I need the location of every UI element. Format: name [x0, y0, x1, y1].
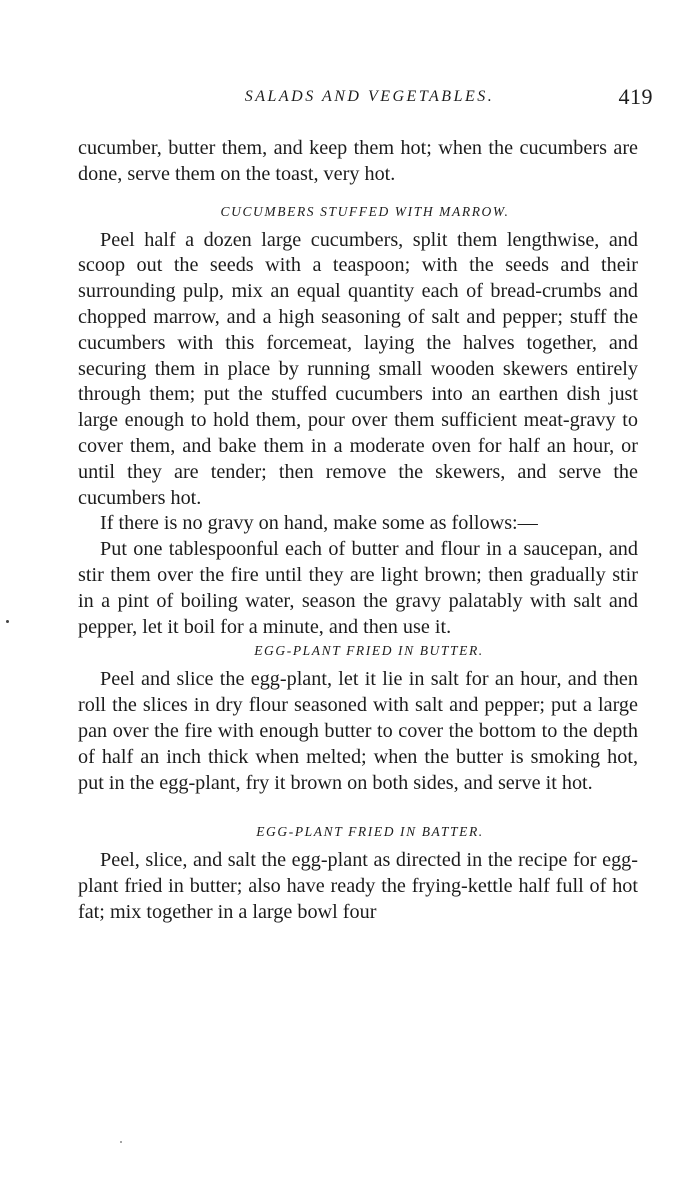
recipe-heading-egg-plant-batter: EGG-PLANT FRIED IN BATTER.: [256, 824, 484, 840]
paragraph-cucumbers: Peel half a dozen large cucumbers, split them lengthwise, and scoop out the seeds with a teaspoon; with the seeds and their surrounding pulp, mix an equal quantity each of bread-crumbs and chopped marrow, and a high seasoning of salt and pepper; stuff the cucumbers with this forcemeat, laying the halves together, and securing them in place by running small wooden skewers entirely through them; put the stuffed cucumbers into an earthen dish just large enough to hold them, pour over them sufficient meat-gravy to cover them, and bake them in a moderate oven for half an hour, or until they are tender; then remove the skewers, and serve the cucumbers hot.: [78, 228, 638, 509]
recipe-heading-egg-plant-butter: EGG-PLANT FRIED IN BUTTER.: [254, 643, 484, 659]
paragraph-gravy-note: If there is no gravy on hand, make some as follows:—: [100, 512, 538, 535]
footer-speck: [120, 1141, 122, 1143]
paragraph-egg-plant-batter: Peel, slice, and salt the egg-plant as directed in the recipe for egg-plant fried in butter; also have ready the frying-kettle half full of hot fat; mix together in a large bowl four: [78, 849, 638, 923]
running-head: [78, 86, 653, 116]
running-title: SALADS AND VEGETABLES.: [244, 88, 495, 105]
continued-paragraph: cucumber, butter them, and keep them hot; when the cucumbers are done, serve them on the toast, very hot.: [78, 137, 638, 185]
paragraph-gravy: Put one tablespoonful each of butter and flour in a saucepan, and stir them over the fire until they are light brown; then gradually stir in a pint of boiling water, season the gravy palatably with salt and pepper, let it boil for a minute, and then use it.: [78, 538, 638, 638]
body-text: [78, 136, 638, 926]
margin-mark: [6, 620, 9, 623]
page-number: 419: [618, 84, 653, 109]
recipe-heading-cucumbers: CUCUMBERS STUFFED WITH MARROW.: [220, 203, 510, 219]
paragraph-egg-plant-butter: Peel and slice the egg-plant, let it lie in salt for an hour, and then roll the slices in dry flour seasoned with salt and pepper; put a large pan over the fire with enough butter to cover the bottom to the depth of half an inch thick when melted; when the butter is smoking hot, put in the egg-plant, fry it brown on both sides, and serve it hot.: [78, 668, 638, 794]
